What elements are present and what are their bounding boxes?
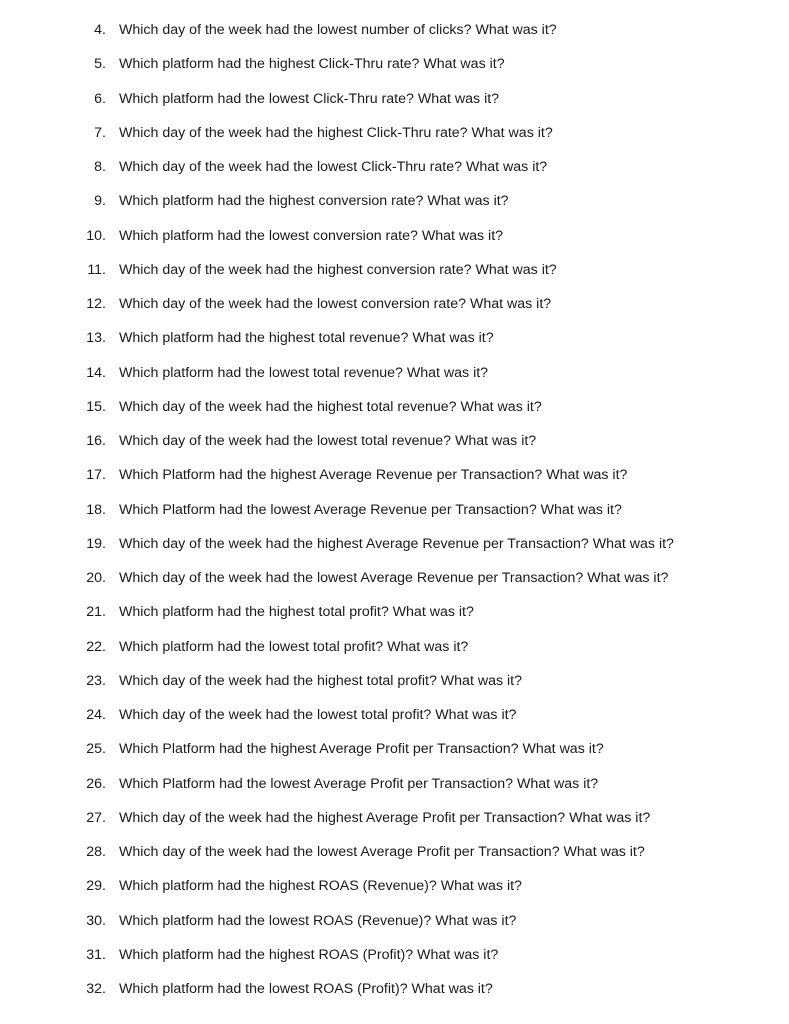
question-number: 27. [86, 809, 106, 826]
question-text: Which platform had the lowest Click-Thru rate? What was it? [119, 90, 500, 107]
list-item [0, 428, 789, 462]
question-list [0, 17, 789, 1010]
question-text: Which day of the week had the highest total revenue? What was it? [119, 398, 542, 415]
question-number: 20. [86, 570, 106, 586]
question-text: Which platform had the highest conversion rate? What was it? [119, 193, 509, 210]
question-number: 32. [86, 981, 106, 997]
question-text: Which day of the week had the highest total profit? What was it? [119, 672, 522, 689]
list-item [0, 360, 789, 394]
question-number: 7. [94, 124, 106, 141]
list-item [0, 394, 789, 428]
question-number: 24. [86, 707, 106, 723]
list-item [0, 908, 789, 942]
question-number: 30. [86, 912, 106, 929]
list-item [0, 86, 789, 120]
question-number: 25. [86, 741, 106, 758]
list-item [0, 668, 789, 702]
question-number: 8. [94, 159, 106, 175]
list-item [0, 17, 789, 51]
question-text: Which day of the week had the lowest total revenue? What was it? [119, 433, 537, 449]
list-item [0, 154, 789, 188]
list-item [0, 771, 789, 805]
list-item [0, 325, 789, 359]
question-text: Which platform had the highest total profit? What was it? [119, 604, 474, 621]
question-number: 15. [86, 398, 106, 415]
question-number: 26. [86, 775, 106, 792]
question-number: 21. [86, 604, 106, 621]
list-item [0, 702, 789, 736]
list-item [0, 531, 789, 565]
question-text: Which platform had the lowest total revenue? What was it? [119, 364, 489, 381]
question-text: Which day of the week had the highest Click-Thru rate? What was it? [119, 124, 553, 141]
question-number: 12. [86, 296, 106, 312]
list-item [0, 120, 789, 154]
question-number: 9. [94, 193, 106, 210]
question-number: 31. [86, 946, 106, 963]
question-text: Which day of the week had the lowest number of clicks? What was it? [119, 22, 557, 38]
question-text: Which day of the week had the lowest conversion rate? What was it? [119, 296, 552, 312]
list-item [0, 223, 789, 257]
question-number: 22. [86, 638, 106, 655]
question-text: Which platform had the lowest total profit? What was it? [119, 638, 469, 655]
question-number: 18. [86, 501, 106, 518]
question-text: Which platform had the highest ROAS (Revenue)? What was it? [119, 878, 522, 895]
question-text: Which Platform had the lowest Average Profit per Transaction? What was it? [119, 775, 599, 792]
question-text: Which platform had the lowest ROAS (Revenue)? What was it? [119, 912, 517, 929]
question-text: Which day of the week had the highest Average Revenue per Transaction? What was it? [119, 535, 674, 552]
list-item [0, 942, 789, 976]
question-number: 13. [86, 330, 106, 347]
question-text: Which day of the week had the lowest Average Revenue per Transaction? What was it? [119, 570, 669, 586]
list-item [0, 257, 789, 291]
list-item [0, 291, 789, 325]
list-item [0, 51, 789, 85]
question-number: 10. [86, 227, 106, 244]
list-item [0, 976, 789, 1010]
question-text: Which platform had the highest total revenue? What was it? [119, 330, 494, 347]
question-number: 5. [94, 56, 106, 73]
question-number: 4. [94, 22, 106, 38]
question-number: 29. [86, 878, 106, 895]
question-number: 28. [86, 844, 106, 860]
list-item [0, 462, 789, 496]
list-item [0, 736, 789, 770]
list-item [0, 873, 789, 907]
list-item [0, 805, 789, 839]
question-text: Which Platform had the highest Average Revenue per Transaction? What was it? [119, 467, 628, 484]
question-text: Which day of the week had the lowest total profit? What was it? [119, 707, 517, 723]
question-text: Which platform had the highest ROAS (Profit)? What was it? [119, 946, 499, 963]
question-number: 16. [86, 433, 106, 449]
question-text: Which Platform had the highest Average Profit per Transaction? What was it? [119, 741, 604, 758]
list-item [0, 565, 789, 599]
question-number: 11. [87, 261, 106, 278]
question-text: Which platform had the highest Click-Thru rate? What was it? [119, 56, 505, 73]
list-item [0, 188, 789, 222]
question-number: 14. [86, 364, 106, 381]
question-text: Which day of the week had the lowest Average Profit per Transaction? What was it? [119, 844, 645, 860]
question-text: Which day of the week had the highest conversion rate? What was it? [119, 261, 557, 278]
question-text: Which day of the week had the highest Average Profit per Transaction? What was it? [119, 809, 651, 826]
list-item [0, 497, 789, 531]
question-text: Which platform had the lowest conversion rate? What was it? [119, 227, 504, 244]
question-text: Which day of the week had the lowest Click-Thru rate? What was it? [119, 159, 548, 175]
question-text: Which platform had the lowest ROAS (Profit)? What was it? [119, 981, 493, 997]
list-item [0, 599, 789, 633]
question-number: 17. [86, 467, 106, 484]
question-number: 23. [86, 672, 106, 689]
list-item [0, 839, 789, 873]
question-number: 19. [86, 535, 106, 552]
list-item [0, 634, 789, 668]
question-text: Which Platform had the lowest Average Revenue per Transaction? What was it? [119, 501, 622, 518]
question-number: 6. [94, 90, 106, 107]
